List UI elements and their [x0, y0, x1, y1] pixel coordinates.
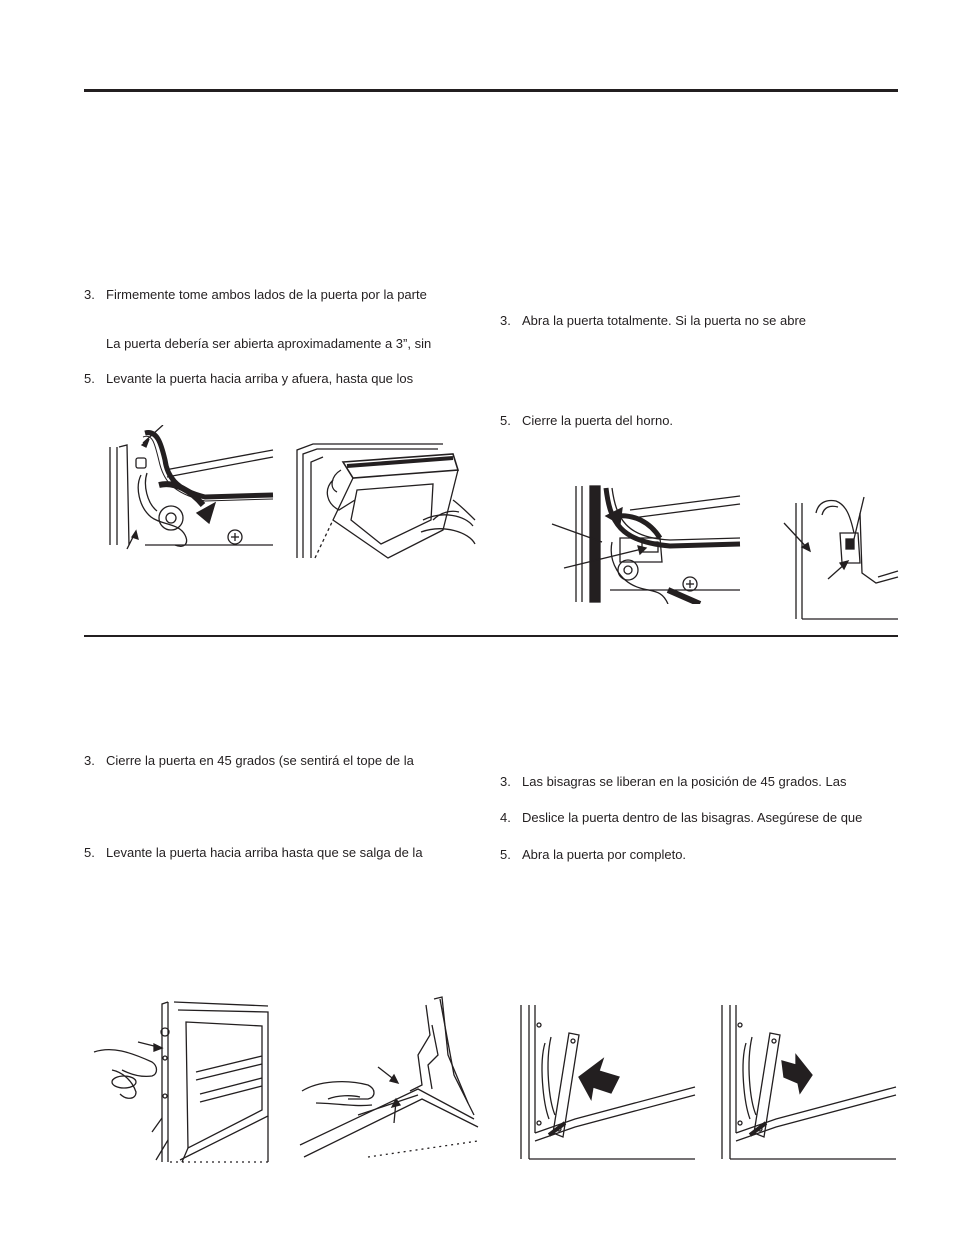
step-text: Firmemente tome ambos lados de la puerta por la parte: [106, 287, 427, 302]
middle-rule: [84, 635, 898, 637]
hinge-slide-out-illustration: [716, 1003, 898, 1161]
step-text: Las bisagras se liberan en la posición de 45 grados. Las: [522, 774, 847, 789]
step-text: Deslice la puerta dentro de las bisagras. Asegúrese de que: [522, 810, 863, 825]
step-text: Cierre la puerta del horno.: [522, 413, 674, 428]
step-number: 5.: [500, 847, 511, 862]
hinge-latch-illustration: [780, 493, 900, 621]
step-number: 4.: [500, 810, 511, 825]
note-text: La puerta debería ser abierta aproximadamente a 3”, sin: [106, 336, 432, 351]
step-number: 3.: [84, 287, 95, 302]
door-45-degree-illustration: [298, 995, 480, 1160]
top-rule: [84, 89, 898, 92]
press-hinge-illustration: [92, 1000, 270, 1165]
hinge-slide-in-illustration: [515, 1003, 697, 1161]
hinge-lock-illustration: [105, 425, 280, 550]
lift-door-illustration: [293, 440, 478, 562]
step-text: Abra la puerta por completo.: [522, 847, 687, 862]
step-number: 5.: [84, 371, 95, 386]
step-text: Levante la puerta hacia arriba hasta que se salga de la: [106, 845, 423, 860]
hinge-arrow-illustration: [550, 482, 745, 604]
step-text: Cierre la puerta en 45 grados (se sentirá el tope de la: [106, 753, 414, 768]
step-text: Levante la puerta hacia arriba y afuera, hasta que los: [106, 371, 414, 386]
step-number: 5.: [500, 413, 511, 428]
step-number: 3.: [500, 774, 511, 789]
step-number: 3.: [500, 313, 511, 328]
step-number: 5.: [84, 845, 95, 860]
step-number: 3.: [84, 753, 95, 768]
step-text: Abra la puerta totalmente. Si la puerta no se abre: [522, 313, 807, 328]
